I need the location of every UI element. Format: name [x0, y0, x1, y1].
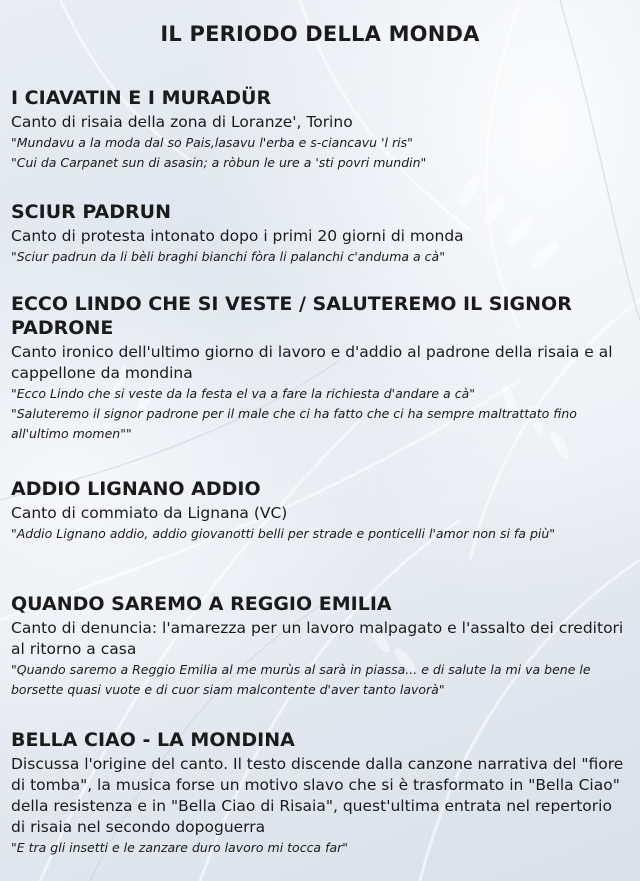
song-description: Canto ironico dell'ultimo giorno di lavoro e d'addio al padrone della risaia e al cappellone da mondina: [11, 343, 613, 382]
song-title: QUANDO SAREMO A REGGIO EMILIA: [11, 593, 392, 615]
song-quote: "Addio Lignano addio, addio giovanotti belli per strade e ponticelli l'amor non si fa più": [11, 526, 556, 541]
song-description: Canto di protesta intonato dopo i primi 20 giorni di monda: [11, 227, 464, 245]
song-description: Canto di commiato da Lignana (VC): [11, 504, 288, 522]
song-section-reggio-emilia: [11, 592, 629, 700]
song-section-bella-ciao: [11, 728, 629, 858]
song-section-ecco-lindo: [11, 292, 629, 444]
song-quote: "Cui da Carpanet sun di asasin; a ròbun le ure a 'sti povri mundin": [11, 155, 427, 170]
song-quote: "Quando saremo a Reggio Emilia al me murùs al sarà in piassa... e di salute la mi va bene le borsette quasi vuote e di cuor siam malcontente d'aver tanto lavorà": [11, 662, 591, 697]
song-description: Discussa l'origine del canto. Il testo discende dalla canzone narrativa del "fiore di tomba", la musica forse un motivo slavo che si è trasformato in "Bella Ciao" della resistenza e in "Bella Ciao di Risaia", quest'ultima entrata nel repertorio di risaia nel secondo dopoguerra: [11, 755, 624, 836]
song-description: Canto di denuncia: l'amarezza per un lavoro malpagato e l'assalto dei creditori al ritorno a casa: [11, 619, 624, 658]
song-quote: "Ecco Lindo che si veste da la festa el va a fare la richiesta d'andare a cà": [11, 386, 475, 401]
song-section-ciavatin: [11, 86, 629, 173]
song-quote: "Saluteremo il signor padrone per il male che ci ha fatto che ci ha sempre maltrattato fino all'ultimo momen"": [11, 406, 577, 441]
page-title: IL PERIODO DELLA MONDA: [160, 22, 480, 46]
song-title: BELLA CIAO - LA MONDINA: [11, 729, 295, 751]
song-title: SCIUR PADRUN: [11, 201, 171, 223]
song-section-sciur-padrun: [11, 200, 629, 267]
song-quote: "E tra gli insetti e le zanzare duro lavoro mi tocca far": [11, 840, 349, 855]
song-title: ADDIO LIGNANO ADDIO: [11, 478, 261, 500]
song-title: ECCO LINDO CHE SI VESTE / SALUTEREMO IL SIGNOR PADRONE: [11, 293, 572, 339]
song-title: I CIAVATIN E I MURADÜR: [11, 87, 272, 109]
song-quote: "Mundavu a la moda dal so Pais,lasavu l'erba e s-ciancavu 'l ris": [11, 135, 413, 150]
song-section-addio-lignano: [11, 477, 629, 544]
song-description: Canto di risaia della zona di Loranze', Torino: [11, 113, 353, 131]
song-quote: "Sciur padrun da li bèli braghi bianchi fòra li palanchi c'anduma a cà": [11, 249, 445, 264]
